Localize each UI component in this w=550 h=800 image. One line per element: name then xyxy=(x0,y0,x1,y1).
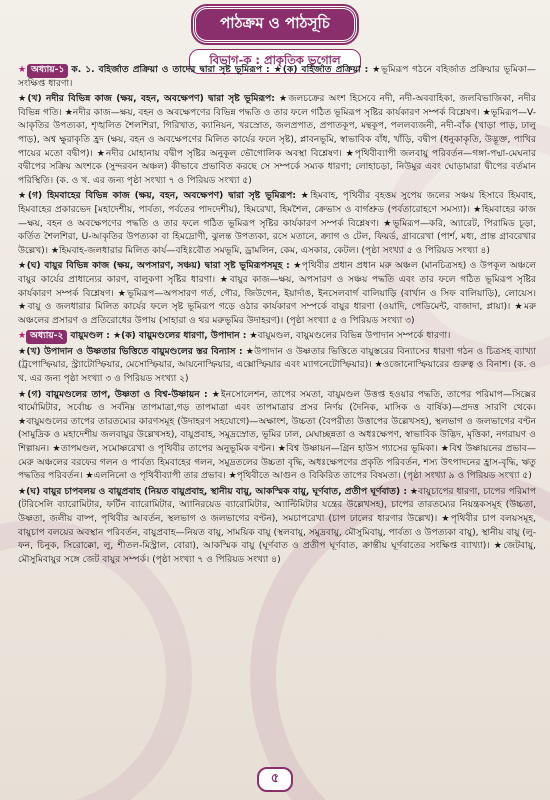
page-title: পাঠক্রম ও পাঠসূচি xyxy=(193,6,357,43)
section-title: বিভাগ-ক : প্রাকৃতিক ভূগোল xyxy=(189,49,361,74)
layers-heading: ★(খ) উপাদান ও উষ্ণতার ভিত্তিতে বায়ুমণ্ডলের স্তর বিন্যাস : xyxy=(18,346,243,357)
layers-text: ★উপাদান ও উষ্ণতার ভিত্তিতে বায়ুস্তরের বিন্যাসের ধারণা গঠন ও চিত্রসহ ব্যাখ্যা (ট্রপোস্ফিয়ার, স্ট্র্যাটোস্ফিয়ার, মেসোস্ফিয়ার, আয়নোস্ফিয়ার, এক্সোস্ফিয়ার এবং ম্যাগনেটোস্ফিয়ার)। ★ওজোনোস্ফিয়ারের গুরুত্ব ও বিনাশ। (ক. ও খ. এর জন্য পৃষ্ঠা সংখ্যা ৩ ও পিরিয়ড সংখ্যা ২) xyxy=(18,346,536,385)
chapter-1-intro xyxy=(18,64,536,91)
wind-heading: ★(ঘ) বায়ুর বিভিন্ন কাজ (ক্ষয়, অপসারণ, সঞ্চয়) দ্বারা সৃষ্ট ভূমিরূপসমূহ : xyxy=(18,261,290,272)
chapter-1-heading: ক. ১. বহির্জাত প্রক্রিয়া ও তাদের দ্বারা সৃষ্ট ভূমিরূপ : ★(ক) বহির্জাত প্রক্রিয়া : xyxy=(71,65,369,75)
chapter-1-text: ★ভূমিরূপ গঠনে বহির্জাত প্রক্রিয়ার ভূমিকা—সংক্ষিপ্ত ধারণা। xyxy=(18,65,536,89)
heat-heading: ★(গ) বায়ুমণ্ডলের তাপ, উষ্ণতা ও বিশ্ব-উষ্ণায়ন : xyxy=(18,389,208,400)
chapter-2-heat xyxy=(18,389,536,484)
page-number xyxy=(0,767,550,792)
pressure-text: ★বায়ুচাপের ধারণা, চাপের পরিমাপ (টরিসেলি ব্যারোমিটার, ফর্টিন ব্যারোমিটার, অ্যানিরয়েড ব্যারোমিটার, অ্যাল্টিমিটার যন্ত্রের উল্লেখসহ), চাপের তারতম্যের নিয়ন্ত্রকসমূহ (উচ্চতা, উষ্ণতা, জলীয় বাষ্প, পৃথিবীর আবর্তন, স্থলভাগ ও জলভাগের বণ্টন), সমচাপরেখা (চাপ ঢালের ধারণার উল্লেখ)। ★পৃথিবীর চাপ বলয়সমূহ, বায়ুচাপ বলয়ের অবস্থান পরিবর্তন, বায়ুপ্রবাহ—নিয়ত বায়ু, সাময়িক বায়ু (স্থলবায়ু, সমুদ্রবায়ু, মৌসুমিবায়ু, পার্বত্য ও উপত্যকা বায়ু), স্থানীয় বায়ু (লু-ফন, চিনুক, সিরোক্কো, লু, শীতল-মিস্ট্রাল, বোরা), আকস্মিক বায়ু (ঘূর্ণবাত ও প্রতীপ ঘূর্ণবাত, ক্রান্তীয় ঘূর্ণবাতের সংক্ষিপ্ত ব্যাখ্যা)। ★জেটবায়ু, মৌসুমিবায়ুর সঙ্গে জেট বায়ুর সম্পর্ক। (পৃষ্ঠা সংখ্যা ৭ ও পিরিয়ড সংখ্যা ৪) xyxy=(18,486,536,565)
star-icon: ★ xyxy=(18,65,28,75)
heat-text: ★ইনসোলেশন, তাপের সমতা, বায়ুমণ্ডল উত্তপ্ত হওয়ার পদ্ধতি, তাপের পরিমাপ—সিক্সের থার্মোমিটার, সর্বোচ্চ ও সর্বনিম্ন তাপমাত্রা,গড় তাপমাত্রা এবং তাপমাত্রার প্রসর নির্ণয় (দৈনিক, মাসিক ও বার্ষিক)—প্রদত্ত সারণি থেকে। ★বায়ুমণ্ডলের তাপের তারতম্যের কারণসমূহ (উদাহরণ সহযোগে)—অক্ষাংশ, উচ্চতা (বৈপরীত্য উত্তাপের উল্লেখসহ), স্থলভাগ ও জলভাগের বণ্টন (সামুদ্রিক ও মহাদেশীয় জলবায়ুর উল্লেখসহ), বায়ুপ্রবাহ, সমুদ্রস্রোত, ভূমির ঢাল, মেঘাচ্ছন্নতা ও অধঃক্ষেপণ, স্বাভাবিক উদ্ভিদ, মৃত্তিকা, নগরায়ণ ও শিল্পায়ন। ★তাপমণ্ডল, সমোষ্ণরেখা ও পৃথিবীর তাপের অনুভূমিক বণ্টন। ★বিশ্ব উষ্ণায়ন—গ্রিন হাউস গ্যাসের ভূমিকা। ★বিশ্ব উষ্ণায়নের প্রভাব—মেরু অঞ্চলের বরফের গলন ও পার্বত্য হিমবাহের গলন, সমুদ্রতলের উচ্চতা বৃদ্ধি, অধঃক্ষেপণের প্রকৃতি পরিবর্তন, শস্য উৎপাদনের হ্রাস-বৃদ্ধি, ঋতু পদ্ধতির পরিবর্তন। ★এলনিনো ও পৃথিবীব্যাপী তার প্রভাব। ★পৃথিবীতে আগুন ও বিকিরিত তাপের বিষমতা। (পৃষ্ঠা সংখ্যা ৯ ও পিরিয়ড সংখ্যা ৫) xyxy=(18,389,536,482)
star-icon: ★ xyxy=(18,331,27,342)
chapter-1-river xyxy=(18,93,536,188)
chapter-2-layers xyxy=(18,346,536,387)
chapter-2-heading: বায়ুমণ্ডল : ★(ক) বায়ুমণ্ডলের ধারণা, উপাদান : xyxy=(70,331,247,342)
river-text: ★জলচক্রের অংশ হিসেবে নদী, নদী-অববাহিকা, জলবিভাজিকা, নদীর বিভিন্ন গতি। ★নদীর কাজ—ক্ষয়, বহন ও অবক্ষেপণের বিভিন্ন পদ্ধতি ও তার ফলে গঠিত ভূমিরূপ সৃষ্টির কার্যকারণ সম্পর্ক বিশ্লেষণ। ★ভূমিরূপ—V-আকৃতির উপত্যকা, শৃঙ্খলিত শৈলশিরা, গিরিখাত, ক্যানিয়ন, খরস্রোত, জলপ্রপাত, প্রপাতকূপ, মন্থকূপ, পললব্যজনী, নদী-বাঁক (খাড়া পাড়, ঢালু পাড়), অশ্ব ক্ষুরাকৃতি হ্রদ (ক্ষয়, বহন ও অবক্ষেপণের মিলিত কার্যের ফলে সৃষ্ট), প্লাবনভূমি, স্বাভাবিক বাঁধ, খাঁড়ি, বদ্বীপ (ধনুকাকৃতি, উদ্ভূক্ত, পাখির পায়ের মতো বদ্বীপ)। ★নদীর মোহানায় বদ্বীপ সৃষ্টির অনুকূল ভৌগোলিক অবস্থা বিশ্লেষণ। ★পৃথিবীব্যাপী জলবায়ু পরিবর্তন—গঙ্গা-পদ্মা-মেঘনার বদ্বীপের সক্রিয় অংশকে (সুন্দরবন অঞ্চল) কীভাবে প্রভাবিত করছে সে সম্পর্কে সম্যক ধারণা; লোহাচড়া, নিউমুর এবং ঘোড়ামারা দ্বীপের বর্তমান পরিস্থিতি। (ক. ও খ. এর জন্য পৃষ্ঠা সংখ্যা ৭ ও পিরিয়ড সংখ্যা ৫) xyxy=(18,94,536,186)
chapter-2-intro xyxy=(18,330,536,344)
page-number-value: ৫ xyxy=(257,767,293,792)
river-heading: ★(খ) নদীর বিভিন্ন কাজ (ক্ষয়, বহন, অবক্ষেপণ) দ্বারা সৃষ্ট ভূমিরূপ: xyxy=(18,94,275,105)
chapter-1-glacier xyxy=(18,190,536,258)
chapter-1-wind xyxy=(18,260,536,328)
wind-text: ★পৃথিবীর প্রধান প্রধান মরু অঞ্চল (মানচিত্রসহ) ও উপকূল অঞ্চলে বায়ুর কার্যের প্রাধান্যের কারণ, বালুকণা সৃষ্টির ধারণা। ★বায়ুর কাজ—ক্ষয়, অপসারণ ও সঞ্চয় পদ্ধতি এবং তার ফলে গঠিত ভূমিরূপ সৃষ্টির কার্যকারণ সম্পর্ক বিশ্লেষণ। ★ভূমিরূপ—অপসারণ গর্ত, গৌর, জিউগেন, ইয়ার্দাঙ, ইনসেলবার্গ বালিয়াড়ি (বার্খান ও সিফ বালিয়াড়ি), লোয়েস। ★বায়ু ও জলধারার মিলিত কার্যের ফলে সৃষ্ট ভূমিরূপ গড়ে ওঠার কার্যকারণ সম্পর্কে বায়ুর ধারণা (ওয়াদি, পেডিমেন্ট, বাজাদা, প্লায়া)। ★মরু অঞ্চলের প্রসারণ ও প্রতিরোধের উপায় (সাহারা ও থর মরুভূমির উদাহরণ)। (পৃষ্ঠা সংখ্যা ৫ ও পিরিয়ড সংখ্যা ৩) xyxy=(18,261,536,326)
chapter-1-label: অধ্যায়-১ xyxy=(27,64,68,78)
glacier-heading: ★(গ) হিমবাহের বিভিন্ন কাজ (ক্ষয়, বহন, অবক্ষেপণ) দ্বারা সৃষ্ট ভূমিরূপ: xyxy=(18,191,296,202)
chapter-2-pressure xyxy=(18,486,536,568)
glacier-text: ★হিমবাহ, পৃথিবীর বৃহত্তম সুপেয় জলের সঞ্চয় হিসাবে হিমবাহ, হিমবাহের প্রকারভেদ [মহাদেশীয়, পার্বত্য, পর্বতের পাদদেশীয়), হিমরেখা, হিমশৈল, ক্রেভাস ও বার্গশ্রুড (পর্বতারোহণে সমস্যা)। ★হিমবাহের কাজ—ক্ষয়, বহন ও অবক্ষেপণের পদ্ধতি ও তার ফলে গঠিত ভূমিরূপ সৃষ্টির কার্যকারণ সম্পর্ক বিশ্লেষণ। ★ভূমিরূপ—করি, অ্যারেট, পিরামিড চূড়া, কর্তিত শৈলশিরা, U-আকৃতির উপত্যকা বা হিমদ্রোণী, ঝুলন্ত উপত্যকা, রসে মতানে, ক্র্যাগ ও টেল, ফিয়র্ড, গ্রাবরেখা (পার্শ, মধ্য, প্রান্ত গ্রাবরেখার উল্লেখ)। ★হিমবাহ-জলধারার মিলিত কার্য—বহিঃবৌত সমভূমি, ড্রামলিন, কেম, এসকার, কেটল। (পৃষ্ঠা সংখ্যা ৫ ও পিরিয়ড সংখ্যা ৪) xyxy=(18,191,536,256)
chapter-2-text: ★বায়ুমণ্ডল, বায়ুমণ্ডলের বিভিন্ন উপাদান সম্পর্কে ধারণা। xyxy=(249,331,451,342)
pressure-heading: ★(ঘ) বায়ুর চাপবলয় ও বায়ুপ্রবাহ (নিয়ত বায়ুপ্রবাহ, স্থানীয় বায়ু, আকস্মিক বায়ু, ঘূর্ণবাত, প্রতীপ ঘূর্ণবাত) : xyxy=(18,486,407,497)
syllabus-content xyxy=(18,64,536,766)
chapter-2-label: অধ্যায়-২ xyxy=(26,330,67,344)
